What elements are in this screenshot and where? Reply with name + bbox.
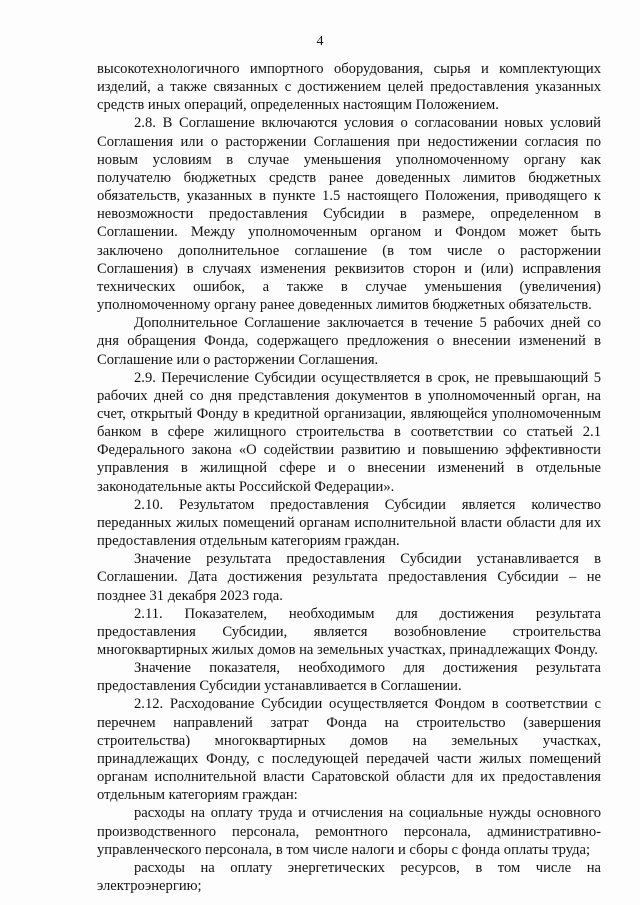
paragraph-result-value: Значение результата предоставления Субсидии устанавливается в Соглашении. Дата достижения результата предоставления Субсидии – не позднее 31 декабря 2023 года.: [97, 551, 601, 604]
paragraph-2-9: 2.9. Перечисление Субсидии осуществляется в срок, не превышающий 5 рабочих дней со дня представления документов в уполномоченный орган, на счет, открытый Фонду в кредитной организации, являющейся уполномоченным банком в сфере жилищного строительства в соответствии со статьей 2.1 Федерального закона «О содействии развитию и повышению эффективности управления в жилищной сфере и о внесении изменений в отдельные законодательные акты Российской Федерации».: [97, 369, 601, 495]
paragraph-continuation: высокотехнологичного импортного оборудования, сырья и комплектующих изделий, а также связанных с достижением целей предоставления указанных средств иных операций, определенных настоящим Положением.: [97, 61, 601, 114]
page-number: 4: [316, 34, 324, 49]
list-item-energy-costs: расходы на оплату энергетических ресурсов, в том числе на электроэнергию;: [97, 859, 601, 895]
paragraph-2-11: 2.11. Показателем, необходимым для достижения результата предоставления Субсидии, является возобновление строительства многоквартирных жилых домов на земельных участках, принадлежащих Фонду.: [97, 605, 601, 658]
paragraph-2-8: 2.8. В Соглашение включаются условия о согласовании новых условий Соглашения или о расторжении Соглашения при недостижении согласия по новым условиям в случае уменьшения уполномоченному органу как получателю бюджетных средств ранее доведенных лимитов бюджетных обязательств, указанных в пункте 1.5 настоящего Положения, приводящего к невозможности предоставления Субсидии в размере, определенном в Соглашении. Между уполномоченным органом и Фондом может быть заключено дополнительное соглашение (в том числе о расторжении Соглашения) в случаях изменения реквизитов сторон и (или) исправления технических ошибок, а также в случае уменьшения (увеличения) уполномоченному органу ранее доведенных лимитов бюджетных обязательств.: [97, 115, 601, 314]
paragraph-2-12: 2.12. Расходование Субсидии осуществляется Фондом в соответствии с перечнем направлений затрат Фонда на строительство (завершения строительства) многоквартирных домов на земельных участках, принадлежащих Фонду, с последующей передачей части жилых помещений органам исполнительной власти Саратовской области для их предоставления отдельным категориям граждан:: [97, 696, 601, 804]
list-item-labor-costs: расходы на оплату труда и отчисления на социальные нужды основного производственного персонала, ремонтного персонала, административно-управленческого персонала, в том числе налоги и сборы с фонда оплаты труда;: [97, 805, 601, 858]
paragraph-additional-agreement: Дополнительное Соглашение заключается в течение 5 рабочих дней со дня обращения Фонда, содержащего предложения о внесении изменений в Соглашение или о расторжении Соглашения.: [97, 315, 601, 368]
document-body: [97, 60, 601, 895]
paragraph-2-10: 2.10. Результатом предоставления Субсидии является количество переданных жилых помещений органам исполнительной власти области для их предоставления отдельным категориям граждан.: [97, 496, 601, 550]
paragraph-indicator-value: Значение показателя, необходимого для достижения результата предоставления Субсидии устанавливается в Соглашении.: [97, 660, 601, 695]
